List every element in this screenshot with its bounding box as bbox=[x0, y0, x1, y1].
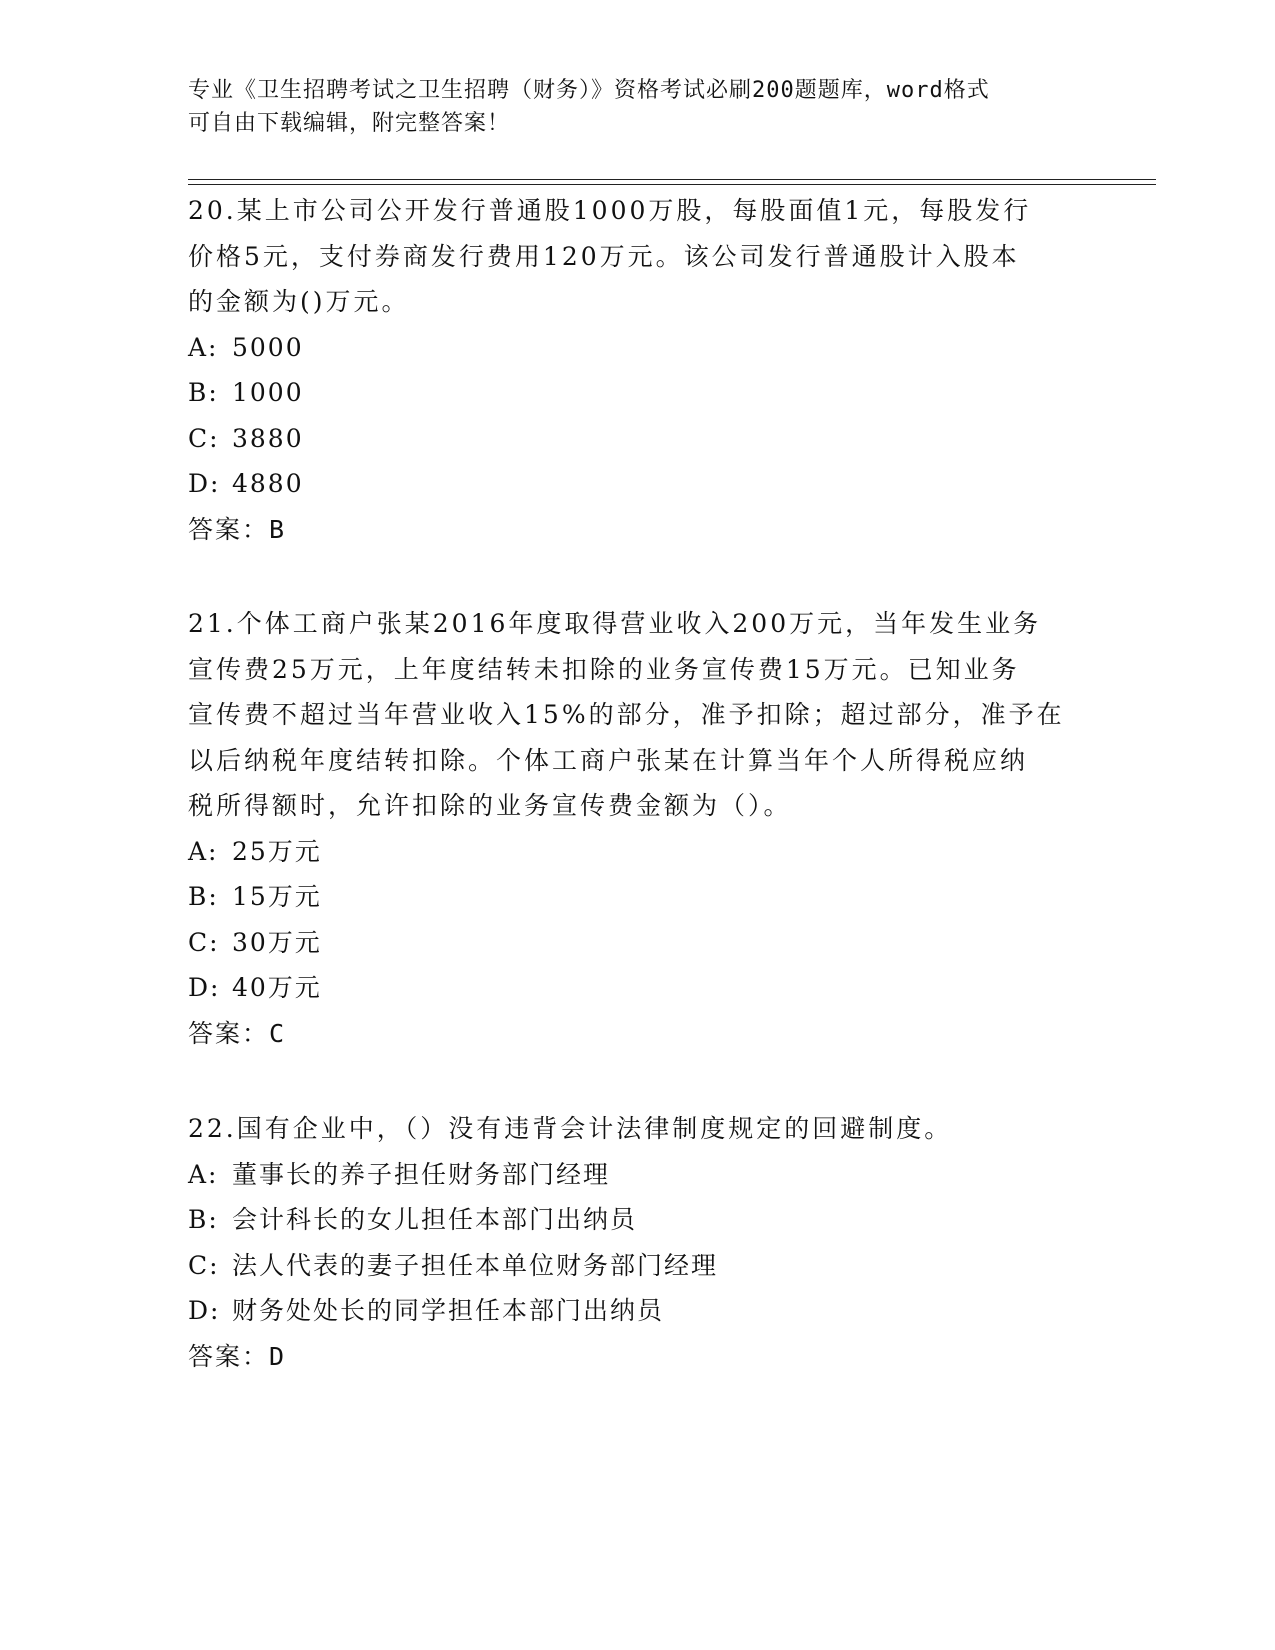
option-d bbox=[188, 965, 1088, 1011]
option-text: 3880 bbox=[232, 423, 304, 453]
option-letter: B: bbox=[188, 882, 219, 911]
option-letter: B: bbox=[188, 1205, 219, 1234]
option-letter: A: bbox=[188, 1159, 219, 1189]
option-text: 会计科长的女儿担任本部门出纳员 bbox=[232, 1205, 638, 1234]
option-text: 4880 bbox=[232, 469, 304, 498]
question-text-line: 宣传费不超过当年营业收入15%的部分，准予扣除；超过部分，准予在 bbox=[188, 700, 1065, 729]
option-b bbox=[188, 874, 1088, 920]
option-text: 15万元 bbox=[232, 882, 322, 911]
option-d bbox=[188, 1288, 1088, 1334]
option-b bbox=[188, 370, 1088, 416]
question-text-line: 以后纳税年度结转扣除。个体工商户张某在计算当年个人所得税应纳 bbox=[188, 745, 1029, 775]
option-a bbox=[188, 829, 1088, 875]
option-letter: B: bbox=[188, 378, 219, 407]
question-21 bbox=[188, 601, 1088, 1056]
option-d bbox=[188, 461, 1088, 507]
question-20 bbox=[188, 188, 1088, 552]
question-22-text bbox=[188, 1106, 1088, 1152]
question-text-line: 的金额为()万元。 bbox=[188, 287, 410, 316]
option-text: 30万元 bbox=[232, 927, 322, 957]
option-text: 40万元 bbox=[232, 973, 322, 1002]
option-letter: A: bbox=[188, 332, 219, 362]
option-letter: D: bbox=[188, 973, 221, 1002]
header-line-2: 可自由下载编辑，附完整答案！ bbox=[188, 111, 511, 136]
question-text-line: 22.国有企业中，（）没有违背会计法律制度规定的回避制度。 bbox=[188, 1114, 953, 1143]
option-text: 25万元 bbox=[232, 836, 322, 866]
option-text: 财务处处长的同学担任本部门出纳员 bbox=[232, 1296, 665, 1325]
option-text: 法人代表的妻子担任本单位财务部门经理 bbox=[232, 1250, 719, 1280]
option-b bbox=[188, 1197, 1088, 1243]
option-letter: A: bbox=[188, 836, 219, 866]
question-20-text bbox=[188, 188, 1088, 325]
answer-line: 答案：B bbox=[188, 514, 287, 544]
option-letter: C: bbox=[188, 1250, 220, 1280]
header-divider-bottom bbox=[188, 184, 1156, 185]
option-text: 5000 bbox=[232, 332, 304, 362]
option-c bbox=[188, 920, 1088, 966]
option-letter: D: bbox=[188, 469, 221, 498]
header-divider-top bbox=[188, 179, 1156, 180]
question-text-line: 价格5元，支付券商发行费用120万元。该公司发行普通股计入股本 bbox=[188, 241, 1020, 271]
question-text-line: 21.个体工商户张某2016年度取得营业收入200万元，当年发生业务 bbox=[188, 609, 1042, 638]
option-a bbox=[188, 1152, 1088, 1198]
option-c bbox=[188, 1243, 1088, 1289]
question-21-text bbox=[188, 601, 1088, 829]
option-letter: C: bbox=[188, 927, 220, 957]
question-text-line: 税所得额时，允许扣除的业务宣传费金额为（）。 bbox=[188, 791, 792, 820]
option-letter: C: bbox=[188, 423, 220, 453]
option-text: 董事长的养子担任财务部门经理 bbox=[232, 1159, 611, 1189]
question-text-line: 宣传费25万元，上年度结转未扣除的业务宣传费15万元。已知业务 bbox=[188, 654, 1020, 684]
option-text: 1000 bbox=[232, 378, 304, 407]
header-line-1: 专业《卫生招聘考试之卫生招聘（财务）》资格考试必刷200题题库，word格式 bbox=[188, 78, 990, 103]
question-22 bbox=[188, 1106, 1088, 1379]
question-text-line: 20.某上市公司公开发行普通股1000万股，每股面值1元，每股发行 bbox=[188, 196, 1032, 225]
document-header bbox=[188, 74, 1068, 140]
option-c bbox=[188, 416, 1088, 462]
option-letter: D: bbox=[188, 1296, 221, 1325]
option-a bbox=[188, 325, 1088, 371]
answer-line: 答案：C bbox=[188, 1018, 287, 1048]
answer-line: 答案：D bbox=[188, 1341, 287, 1371]
